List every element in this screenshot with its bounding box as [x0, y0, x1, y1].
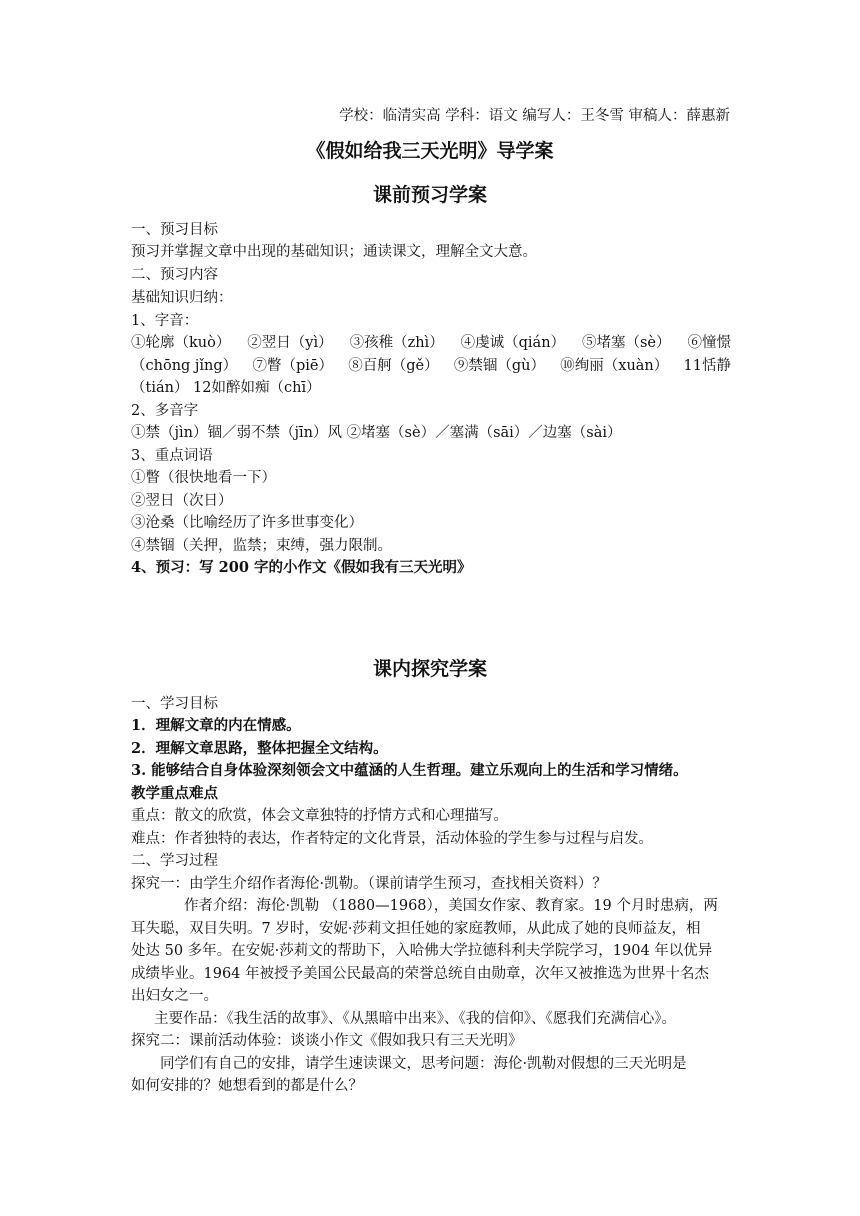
pron-item: ⑧百舸（gě）: [348, 358, 439, 374]
pron-item: 11恬静: [683, 358, 731, 374]
pron-item: ③孩稚（zhì）: [349, 335, 444, 351]
process-heading: 二、学习过程: [131, 853, 218, 869]
preview-goal-text: 预习并掌握文章中出现的基础知识；通读课文，理解全文大意。: [131, 244, 537, 260]
preview-content-heading: 二、预习内容: [131, 267, 218, 283]
preview-task: 4、预习：写 200 字的小作文《假如我有三天光明》: [131, 559, 472, 576]
pron-item: ④虔诚（qián）: [460, 335, 566, 351]
author-line: 作者介绍：海伦·凯勒 （1880—1968），美国女作家、教育家。19 个月时患病，两: [184, 898, 718, 914]
vocab-item: ①瞥（很快地看一下）: [131, 470, 276, 486]
author-line: 成绩毕业。1964 年被授予美国公民最高的荣誉总统自由勋章，次年又被推选为世界十名杰: [131, 966, 710, 982]
explore-one: 探究一：由学生介绍作者海伦·凯勒。（课前请学生预习，查找相关资料）？: [131, 876, 607, 892]
header-info: 学校：临清实高 学科：语文 编写人：王冬雪 审稿人：薛惠新: [339, 108, 730, 124]
vocab-item: ③沧桑（比喻经历了许多世事变化）: [131, 515, 363, 531]
pronunciation-row-1: [131, 333, 731, 353]
basic-knowledge-heading: 基础知识归纳：: [131, 290, 233, 306]
author-line: 出妇女之一。: [131, 988, 218, 1004]
polyphone-heading: 2、多音字: [131, 403, 199, 419]
preview-goal-heading: 一、预习目标: [131, 222, 218, 238]
question-line: 如何安排的？她想看到的都是什么？: [131, 1078, 363, 1094]
pron-item: ⑨禁锢（gù）: [453, 358, 545, 374]
vocab-item: ②翌日（次日）: [131, 493, 233, 509]
author-line: 处达 50 多年。在安妮·莎莉文的帮助下，入哈佛大学拉德科利夫学院学习，1904 年以优异: [131, 943, 713, 959]
works: 主要作品：《我生活的故事》、《从黑暗中出来》、《我的信仰》、《愿我们充满信心》。: [154, 1011, 676, 1027]
document-title: 《假如给我三天光明》导学案: [306, 140, 554, 162]
question-line: 同学们有自己的安排，请学生速读课文，思考问题：海伦·凯勒对假想的三天光明是: [160, 1056, 687, 1072]
inclass-goal: 1．理解文章的内在情感。: [131, 717, 301, 734]
keypoint: 重点：散文的欣赏，体会文章独特的抒情方式和心理描写。: [131, 808, 508, 824]
vocab-item: ④禁锢（关押，监禁；束缚，强力限制。: [131, 538, 392, 554]
inclass-goal: 3. 能够结合自身体验深刻领会文中蕴涵的人生哲理。建立乐观向上的生活和学习情绪。: [131, 762, 688, 779]
pron-item: ⑦瞥（piē）: [252, 358, 333, 374]
inclass-goal-heading: 一、学习目标: [131, 696, 218, 712]
vocab-heading: 3、重点词语: [131, 448, 213, 464]
polyphone-text: ①禁（jìn）锢／弱不禁（jīn）风 ②堵塞（sè）／塞满（sāi）／边塞（sài）: [131, 425, 622, 441]
keypoints-heading: 教学重点难点: [131, 785, 218, 802]
difficulty: 难点：作者独特的表达，作者特定的文化背景，活动体验的学生参与过程与启发。: [131, 831, 653, 847]
pron-item: ⑩绚丽（xuàn）: [560, 358, 669, 374]
section-inclass-heading: 课内探究学案: [372, 658, 487, 680]
inclass-goal: 2．理解文章思路，整体把握全文结构。: [131, 740, 388, 757]
explore-two: 探究二：课前活动体验：谈谈小作文《假如我只有三天光明》: [131, 1033, 523, 1049]
pron-item: （chōng jǐng）: [131, 358, 238, 374]
pronunciation-row-3: （tián） 12如醉如痴（chī）: [131, 380, 321, 396]
pron-item: ⑥憧憬: [687, 335, 731, 351]
pronunciation-heading: 1、字音：: [131, 313, 199, 329]
pron-item: ①轮廓（kuò）: [131, 335, 231, 351]
pron-item: ⑤堵塞（sè）: [581, 335, 671, 351]
pronunciation-row-2: [131, 356, 731, 376]
author-line: 耳失聪，双目失明。7 岁时，安妮·莎莉文担任她的家庭教师，从此成了她的良师益友，相: [131, 921, 701, 937]
pron-item: ②翌日（yì）: [247, 335, 333, 351]
section-preview-heading: 课前预习学案: [372, 184, 487, 206]
